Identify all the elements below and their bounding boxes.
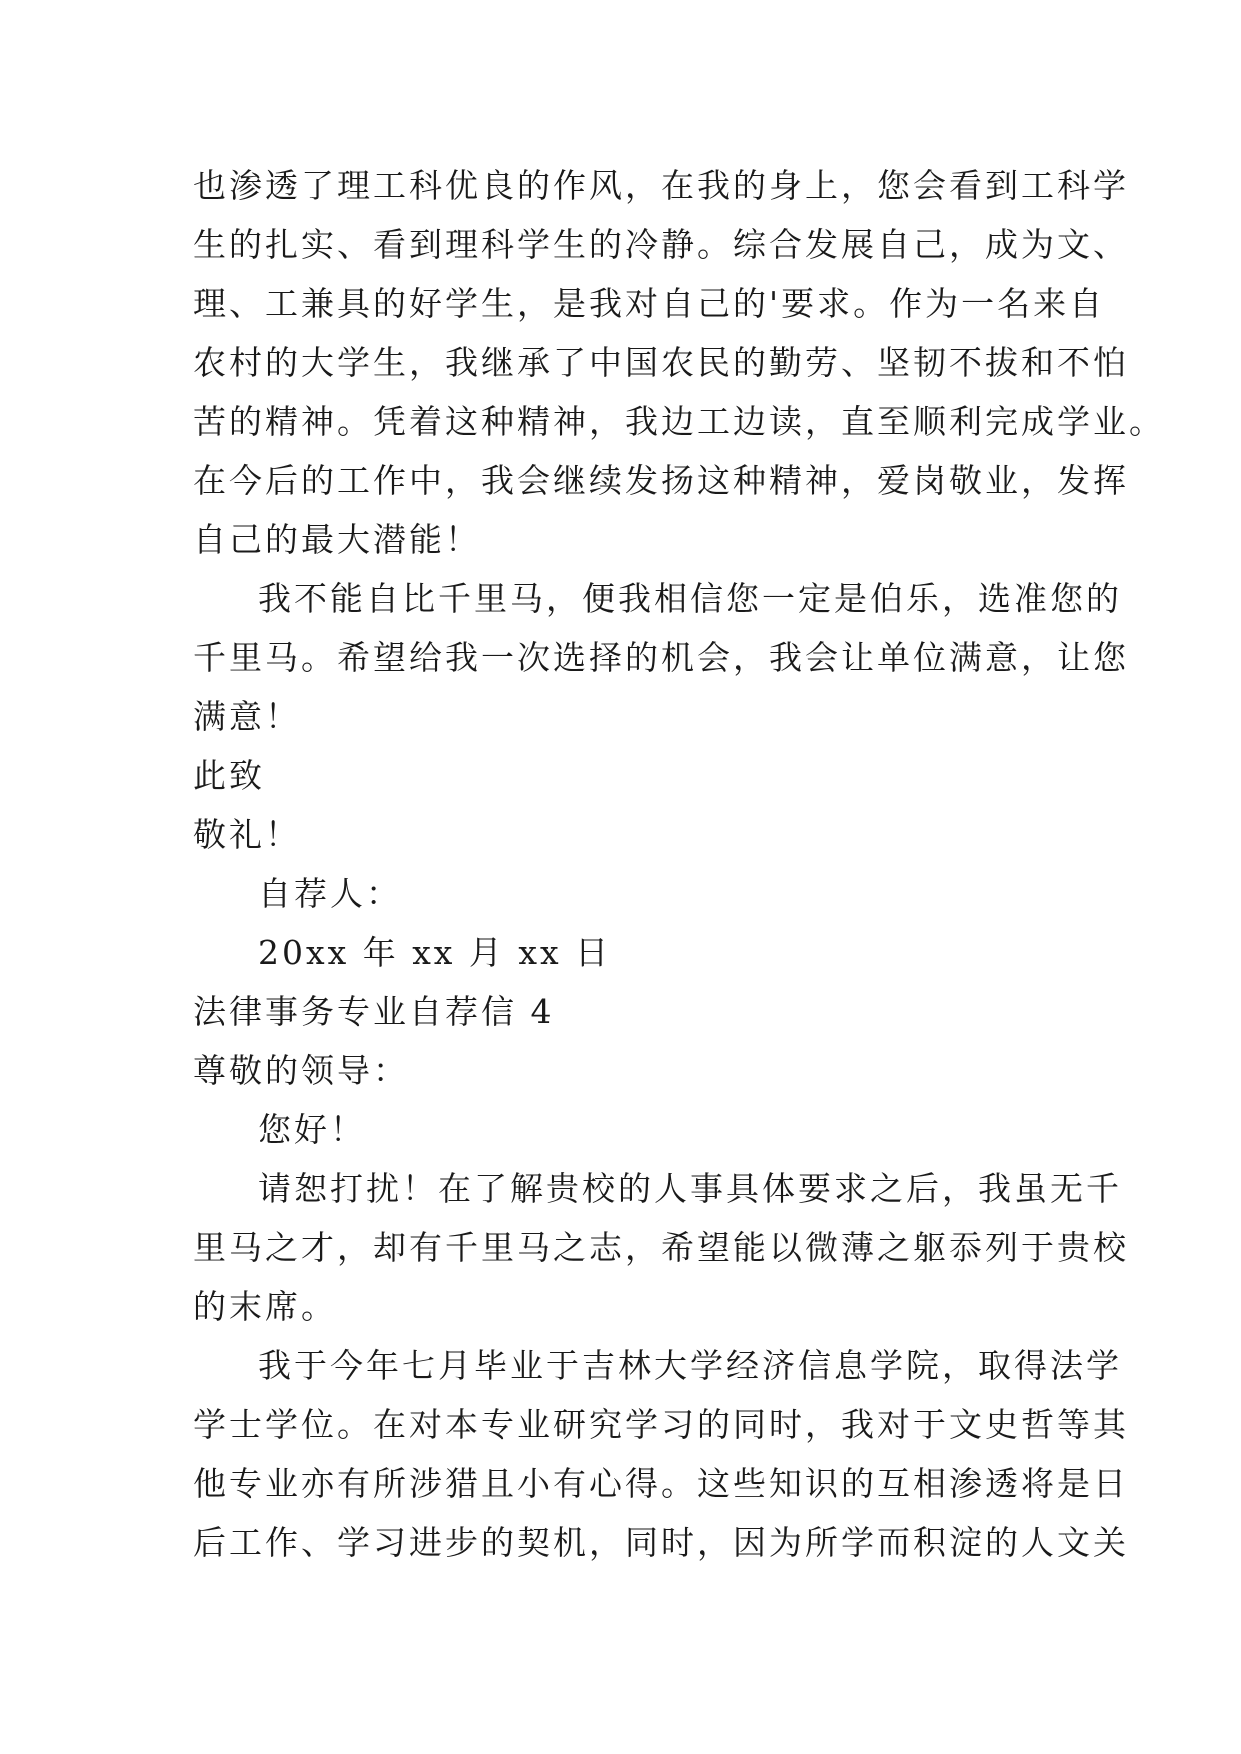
paragraph-first-line: 我于今年七月毕业于吉林大学经济信息学院，取得法学 [258,1346,1122,1385]
closing-salutation: 此致 [193,756,265,795]
body-text-line: 他专业亦有所涉猎且小有心得。这些知识的互相渗透将是日 [193,1464,1129,1503]
letter-heading: 法律事务专业自荐信 4 [193,992,555,1031]
body-text-line: 在今后的工作中，我会继续发扬这种精神，爱岗敬业，发挥 [193,461,1129,500]
signature-date: 20xx 年 xx 月 xx 日 [258,933,612,972]
body-text-line: 千里马。希望给我一次选择的机会，我会让单位满意，让您 [193,638,1129,677]
body-text-line: 自己的最大潜能！ [193,520,481,559]
body-text-line: 也渗透了理工科优良的作风，在我的身上，您会看到工科学 [193,166,1129,205]
body-text-line: 苦的精神。凭着这种精神，我边工边读，直至顺利完成学业。 [193,402,1165,441]
body-text-line: 的末席。 [193,1287,337,1326]
paragraph-first-line: 我不能自比千里马，便我相信您一定是伯乐，选准您的 [258,579,1122,618]
body-text-line: 农村的大学生，我继承了中国农民的勤劳、坚韧不拔和不怕 [193,343,1129,382]
body-text-line: 理、工兼具的好学生，是我对自己的'要求。作为一名来自 [193,284,1106,323]
letter-hello: 您好！ [258,1110,366,1149]
body-text-line: 后工作、学习进步的契机，同时，因为所学而积淀的人文关 [193,1523,1129,1562]
body-text-line: 里马之才，却有千里马之志，希望能以微薄之躯忝列于贵校 [193,1228,1129,1267]
closing-regards: 敬礼！ [193,815,301,854]
body-text-line: 生的扎实、看到理科学生的冷静。综合发展自己，成为文、 [193,225,1129,264]
letter-greeting: 尊敬的领导： [193,1051,409,1090]
signature-label: 自荐人： [258,874,402,913]
body-text-line: 满意！ [193,697,301,736]
body-text-line: 学士学位。在对本专业研究学习的同时，我对于文史哲等其 [193,1405,1129,1444]
paragraph-first-line: 请恕打扰！在了解贵校的人事具体要求之后，我虽无千 [258,1169,1122,1208]
